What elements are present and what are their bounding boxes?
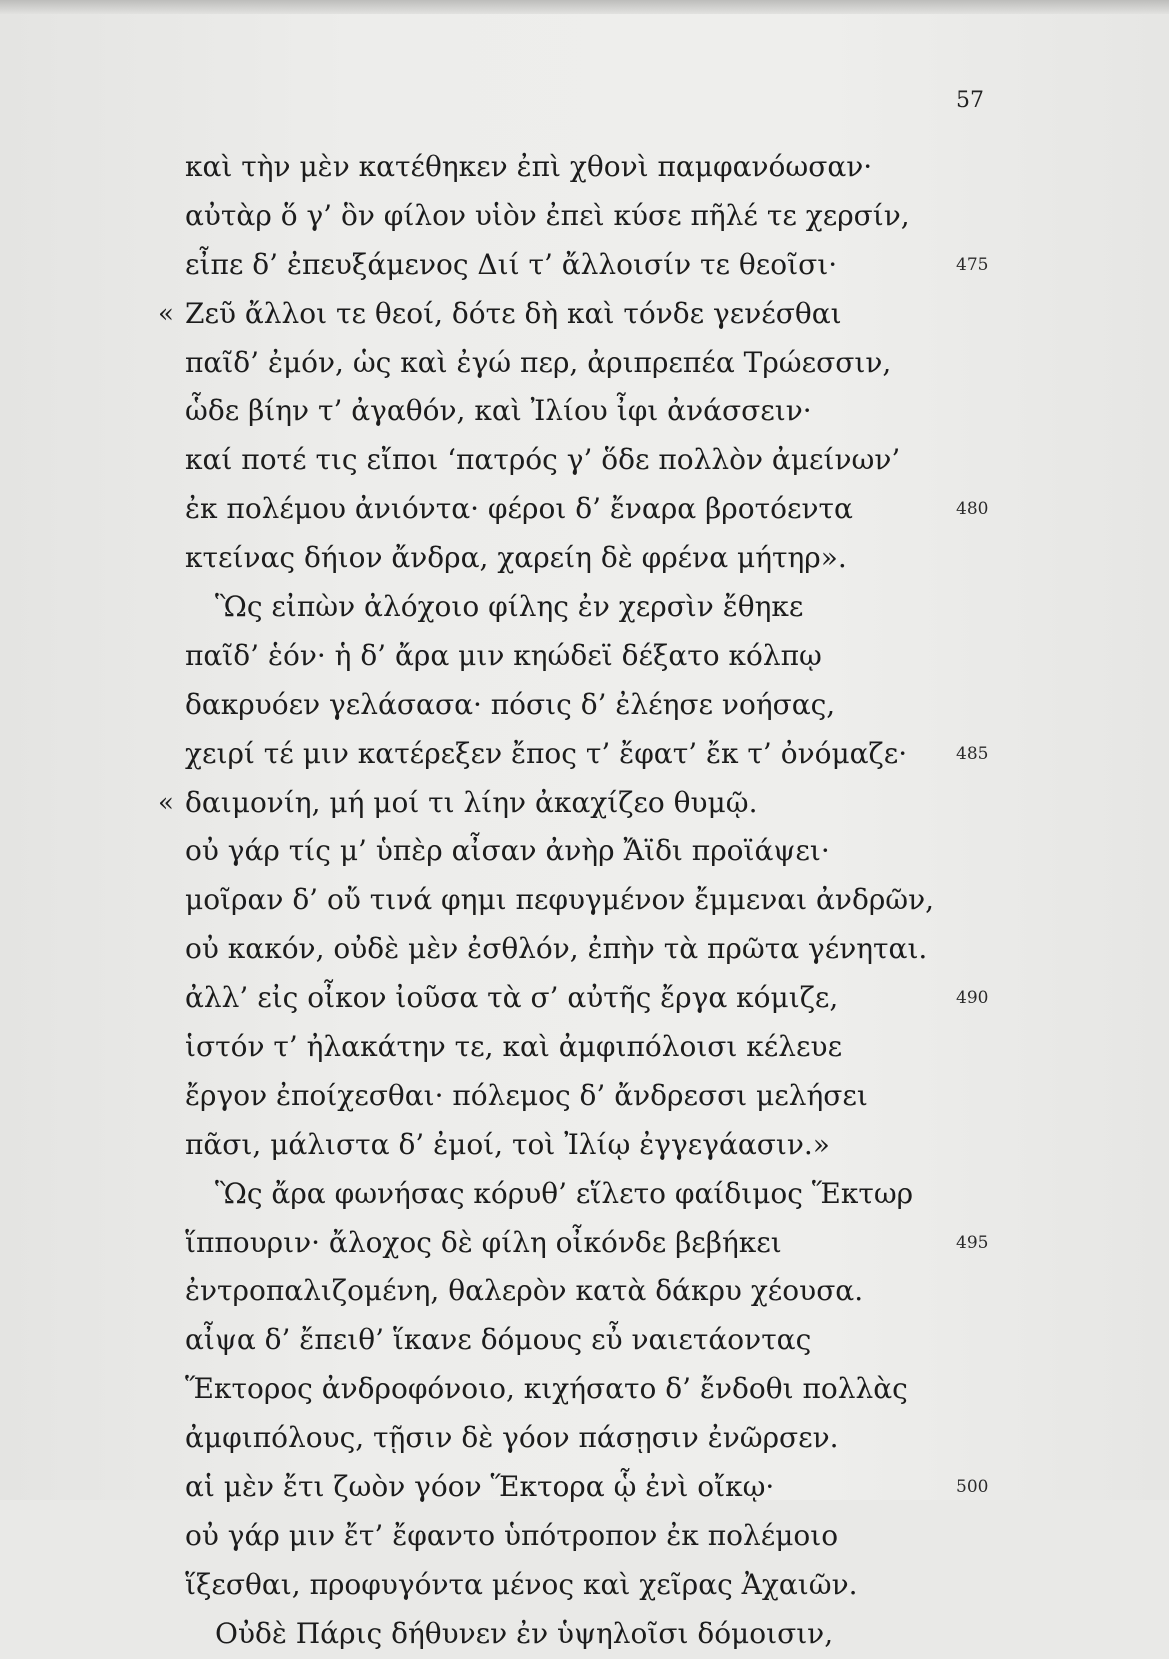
opening-quote-mark: « (158, 787, 174, 818)
verse-line (140, 1561, 1040, 1610)
page-number: 57 (956, 88, 984, 113)
verse-text: δακρυόεν γελάσασα· πόσις δ’ ἐλέησε νοήσας, (185, 687, 836, 721)
verse-text: χειρί τέ μιν κατέρεξεν ἔπος τ’ ἔφατ’ ἔκ τ’ ὀνόμαζε· (185, 736, 908, 770)
verse-text: παῖδ’ ἑόν· ἡ δ’ ἄρα μιν κηώδεϊ δέξατο κόλπῳ (185, 638, 822, 672)
verse-text: οὐ κακόν, οὐδὲ μὲν ἐσθλόν, ἐπὴν τὰ πρῶτα γένηται. (185, 932, 928, 966)
verse-line (140, 1365, 1040, 1414)
verse-text: Ὣς εἰπὼν ἀλόχοιο φίλης ἐν χερσὶν ἔθηκε (215, 590, 804, 624)
verse-line (140, 632, 1040, 681)
verse-line (140, 1463, 1040, 1512)
opening-quote-mark: « (158, 298, 174, 329)
verse-line (140, 583, 1040, 632)
verse-line (140, 1316, 1040, 1365)
verse-text: ὧδε βίην τ’ ἀγαθόν, καὶ Ἰλίου ἶφι ἀνάσσειν· (185, 394, 812, 428)
verse-text: ἵππουριν· ἄλοχος δὲ φίλη οἶκόνδε βεβήκει (185, 1225, 782, 1259)
verse-text: μοῖραν δ’ οὔ τινά φημι πεφυγμένον ἔμμεναι ἀνδρῶν, (185, 883, 935, 917)
verse-text: κτείνας δήιον ἄνδρα, χαρείη δὲ φρένα μήτηρ». (185, 541, 847, 575)
verse-text: ἵξεσθαι, προφυγόντα μένος καὶ χεῖρας Ἀχαιῶν. (185, 1567, 858, 1601)
verse-line (140, 974, 1040, 1023)
verse-line (140, 681, 1040, 730)
verse-line (140, 485, 1040, 534)
line-number: 475 (956, 254, 989, 275)
verse-text: αἶψα δ’ ἔπειθ’ ἵκανε δόμους εὖ ναιετάοντας (185, 1323, 812, 1357)
verse-line (140, 241, 1040, 290)
verse-line (140, 290, 1040, 339)
verse-text: οὐ γάρ μιν ἔτ’ ἔφαντο ὑπότροπον ἐκ πολέμοιο (185, 1518, 839, 1552)
verse-text: παῖδ’ ἐμόν, ὡς καὶ ἐγώ περ, ἀριπρεπέα Τρώεσσιν, (185, 345, 892, 379)
verse-line (140, 1219, 1040, 1268)
verse-line (140, 1414, 1040, 1463)
verse-line (140, 339, 1040, 388)
verse-line (140, 192, 1040, 241)
line-number: 500 (956, 1477, 989, 1498)
verse-text: ἐντροπαλιζομένη, θαλερὸν κατὰ δάκρυ χέουσα. (185, 1274, 864, 1308)
verse-line (140, 779, 1040, 828)
verse-text: ἱστόν τ’ ἠλακάτην τε, καὶ ἀμφιπόλοισι κέλευε (185, 1030, 843, 1064)
verse-line (140, 925, 1040, 974)
verse-line (140, 1610, 1040, 1659)
verse-text: δαιμονίη, μή μοί τι λίην ἀκαχίζεο θυμῷ. (185, 785, 758, 819)
verse-line (140, 1170, 1040, 1219)
verse-line (140, 876, 1040, 925)
verse-line (140, 436, 1040, 485)
verse-line (140, 534, 1040, 583)
verse-line (140, 827, 1040, 876)
line-number: 480 (956, 499, 989, 520)
verse-text: Ἕκτορος ἀνδροφόνοιο, κιχήσατο δ’ ἔνδοθι πολλὰς (185, 1372, 908, 1406)
line-number: 485 (956, 743, 989, 764)
verse-line (140, 1267, 1040, 1316)
verse-text: Οὐδὲ Πάρις δήθυνεν ἐν ὑψηλοῖσι δόμοισιν, (215, 1616, 834, 1650)
verse-text: ἀλλ’ εἰς οἶκον ἰοῦσα τὰ σ’ αὐτῆς ἔργα κόμιζε, (185, 981, 839, 1015)
verse-text: καί ποτέ τις εἴποι ‘πατρός γ’ ὅδε πολλὸν ἀμείνων’ (185, 443, 901, 477)
verse-text: οὐ γάρ τίς μ’ ὑπὲρ αἶσαν ἀνὴρ Ἄϊδι προϊάψει· (185, 834, 830, 868)
verse-text: ἐκ πολέμου ἀνιόντα· φέροι δ’ ἔναρα βροτόεντα (185, 492, 853, 526)
verse-text: ἀμφιπόλους, τῇσιν δὲ γόον πάσῃσιν ἐνῶρσεν. (185, 1421, 839, 1455)
verse-line (140, 1121, 1040, 1170)
verse-line (140, 387, 1040, 436)
verse-text: καὶ τὴν μὲν κατέθηκεν ἐπὶ χθονὶ παμφανόωσαν· (185, 150, 873, 183)
poem-body (140, 143, 1040, 1659)
verse-text: Ζεῦ ἄλλοι τε θεοί, δότε δὴ καὶ τόνδε γενέσθαι (185, 296, 842, 330)
line-number: 495 (956, 1232, 989, 1253)
verse-line (140, 730, 1040, 779)
verse-text: αὐτὰρ ὅ γ’ ὃν φίλον υἱὸν ἐπεὶ κύσε πῆλέ τε χερσίν, (185, 198, 910, 232)
verse-line (140, 1023, 1040, 1072)
verse-line (140, 143, 1040, 192)
verse-text: αἱ μὲν ἔτι ζωὸν γόον Ἕκτορα ᾧ ἐνὶ οἴκῳ· (185, 1470, 775, 1504)
verse-line (140, 1072, 1040, 1121)
verse-text: ἔργον ἐποίχεσθαι· πόλεμος δ’ ἄνδρεσσι μελήσει (185, 1078, 868, 1112)
verse-text: Ὣς ἄρα φωνήσας κόρυθ’ εἵλετο φαίδιμος Ἕκτωρ (215, 1176, 914, 1210)
verse-text: πᾶσι, μάλιστα δ’ ἐμοί, τοὶ Ἰλίῳ ἐγγεγάασιν.» (185, 1127, 830, 1161)
page-top-edge (0, 0, 1169, 14)
line-number: 490 (956, 988, 989, 1009)
verse-text: εἶπε δ’ ἐπευξάμενος Διί τ’ ἄλλοισίν τε θεοῖσι· (185, 247, 838, 281)
verse-line (140, 1512, 1040, 1561)
